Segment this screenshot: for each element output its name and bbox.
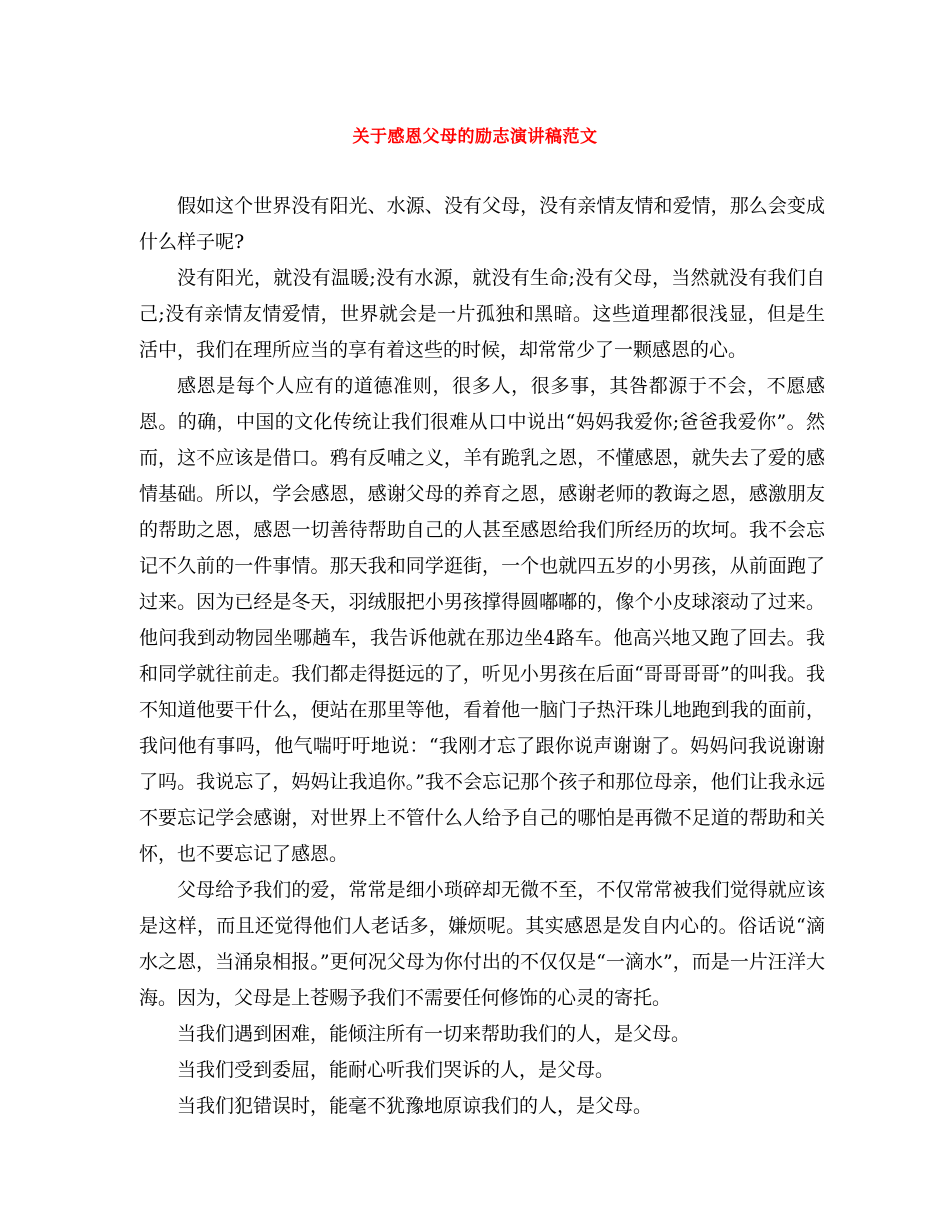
- paragraph: 当我们遇到困难，能倾注所有一切来帮助我们的人，是父母。: [177, 1023, 691, 1045]
- paragraph: 父母给予我们的爱，常常是细小琐碎却无微不至，不仅常常被我们觉得就应该是这样，而且还觉得他们人老话多，嫌烦呢。其实感恩是发自内心的。俗话说“滴水之恩，当涌泉相报。”更何况父母为你付出的不仅仅是“一滴水”，而是一片汪洋大海。因为，父母是上苍赐予我们不需要任何修饰的心灵的寄托。: [139, 879, 825, 1009]
- document-body: [139, 188, 825, 1124]
- paragraph: 当我们受到委屈，能耐心听我们哭诉的人，是父母。: [177, 1059, 615, 1081]
- paragraph: 感恩是每个人应有的道德准则，很多人，很多事，其咎都源于不会，不愿感恩。的确，中国的文化传统让我们很难从口中说出“妈妈我爱你;爸爸我爱你”。然而，这不应该是借口。鸦有反哺之义，羊有跪乳之恩，不懂感恩，就失去了爱的感情基础。所以，学会感恩，感谢父母的养育之恩，感谢老师的教诲之恩，感激朋友的帮助之恩，感恩一切善待帮助自己的人甚至感恩给我们所经历的坎坷。我不会忘记不久前的一件事情。那天我和同学逛街，一个也就四五岁的小男孩，从前面跑了过来。因为已经是冬天，羽绒服把小男孩撑得圆嘟嘟的，像个小皮球滚动了过来。他问我到动物园坐哪趟车，我告诉他就在那边坐4路车。他高兴地又跑了回去。我和同学就往前走。我们都走得挺远的了，听见小男孩在后面“哥哥哥哥”的叫我。我不知道他要干什么，便站在那里等他，看着他一脑门子热汗珠儿地跑到我的面前，我问他有事吗，他气喘吁吁地说：“我刚才忘了跟你说声谢谢了。妈妈问我说谢谢了吗。我说忘了，妈妈让我追你。”我不会忘记那个孩子和那位母亲，他们让我永远不要忘记学会感谢，对世界上不管什么人给予自己的哪怕是再微不足道的帮助和关怀，也不要忘记了感恩。: [139, 375, 825, 865]
- paragraph: 没有阳光，就没有温暖;没有水源，就没有生命;没有父母，当然就没有我们自己;没有亲情友情爱情，世界就会是一片孤独和黑暗。这些道理都很浅显，但是生活中，我们在理所应当的享有着这些的时候，却常常少了一颗感恩的心。: [139, 267, 825, 361]
- paragraph: 假如这个世界没有阳光、水源、没有父母，没有亲情友情和爱情，那么会变成什么样子呢?: [139, 195, 825, 253]
- paragraph: 当我们犯错误时，能毫不犹豫地原谅我们的人，是父母。: [177, 1095, 653, 1117]
- document-title: 关于感恩父母的励志演讲稿范文: [352, 127, 598, 147]
